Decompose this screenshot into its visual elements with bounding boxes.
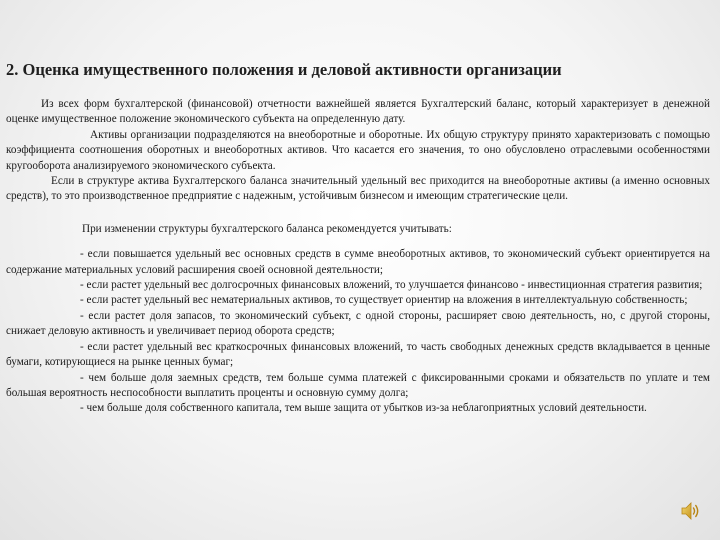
list-item: - чем больше доля собственного капитала, тем выше защита от убытков из-за неблагоприятных условий деятельности. (80, 402, 647, 415)
list-intro: При изменении структуры бухгалтерского баланса рекомендуется учитывать: (82, 222, 452, 235)
list-item: - чем больше доля заемных средств, тем больше сумма платежей с фиксированными сроками и обязательств по уплате и тем большая вероятность неспособности выплатить проценты и основную сумму долга; (6, 371, 710, 399)
intro-paragraph: Из всех форм бухгалтерской (финансовой) отчетности важнейшей является Бухгалтерский баланс, который характеризует в денежной оценке имущественное положение экономического субъекта на определенную дату. (6, 98, 710, 126)
speaker-icon[interactable] (680, 500, 702, 522)
slide-title: 2. Оценка имущественного положения и деловой активности организации (6, 60, 562, 79)
structure-paragraph: Если в структуре актива Бухгалтерского баланса значительный удельный вес приходится на внеоборотные активы (а именно основных средств), то это производственное предприятие с надежным, устойчивым бизнесом и имеющим стратегические цели. (6, 175, 710, 203)
list-item: - если растет удельный вес нематериальных активов, то существует ориентир на вложения в интеллектуальную собственность; (80, 294, 688, 307)
list-item: - если растет удельный вес краткосрочных финансовых вложений, то часть свободных денежных средств вкладывается в ценные бумаги, котирующиеся на рынке ценных бумаг; (6, 340, 710, 369)
list-item: - если растет удельный вес долгосрочных финансовых вложений, то улучшается финансово - инвестиционная стратегия развития; (80, 279, 703, 292)
list-item: - если растет доля запасов, то экономический субъект, с одной стороны, расширяет свою деятельность, но, с другой стороны, снижает деловую активность и увеличивает период оборота средств; (6, 309, 710, 338)
slide-body (6, 97, 710, 417)
assets-paragraph: Активы организации подразделяются на внеоборотные и оборотные. Их общую структуру принято характеризовать с помощью коэффициента соотношения оборотных и внеоборотных активов. Что касается его значения, то оно обусловлено отраслевыми особенностями кругооборота анализируемого экономического субъекта. (6, 128, 710, 172)
list-item: - если повышается удельный вес основных средств в сумме внеоборотных активов, то экономический субъект ориентируется на содержание материальных условий расширения своей основной деятельности; (6, 248, 710, 276)
